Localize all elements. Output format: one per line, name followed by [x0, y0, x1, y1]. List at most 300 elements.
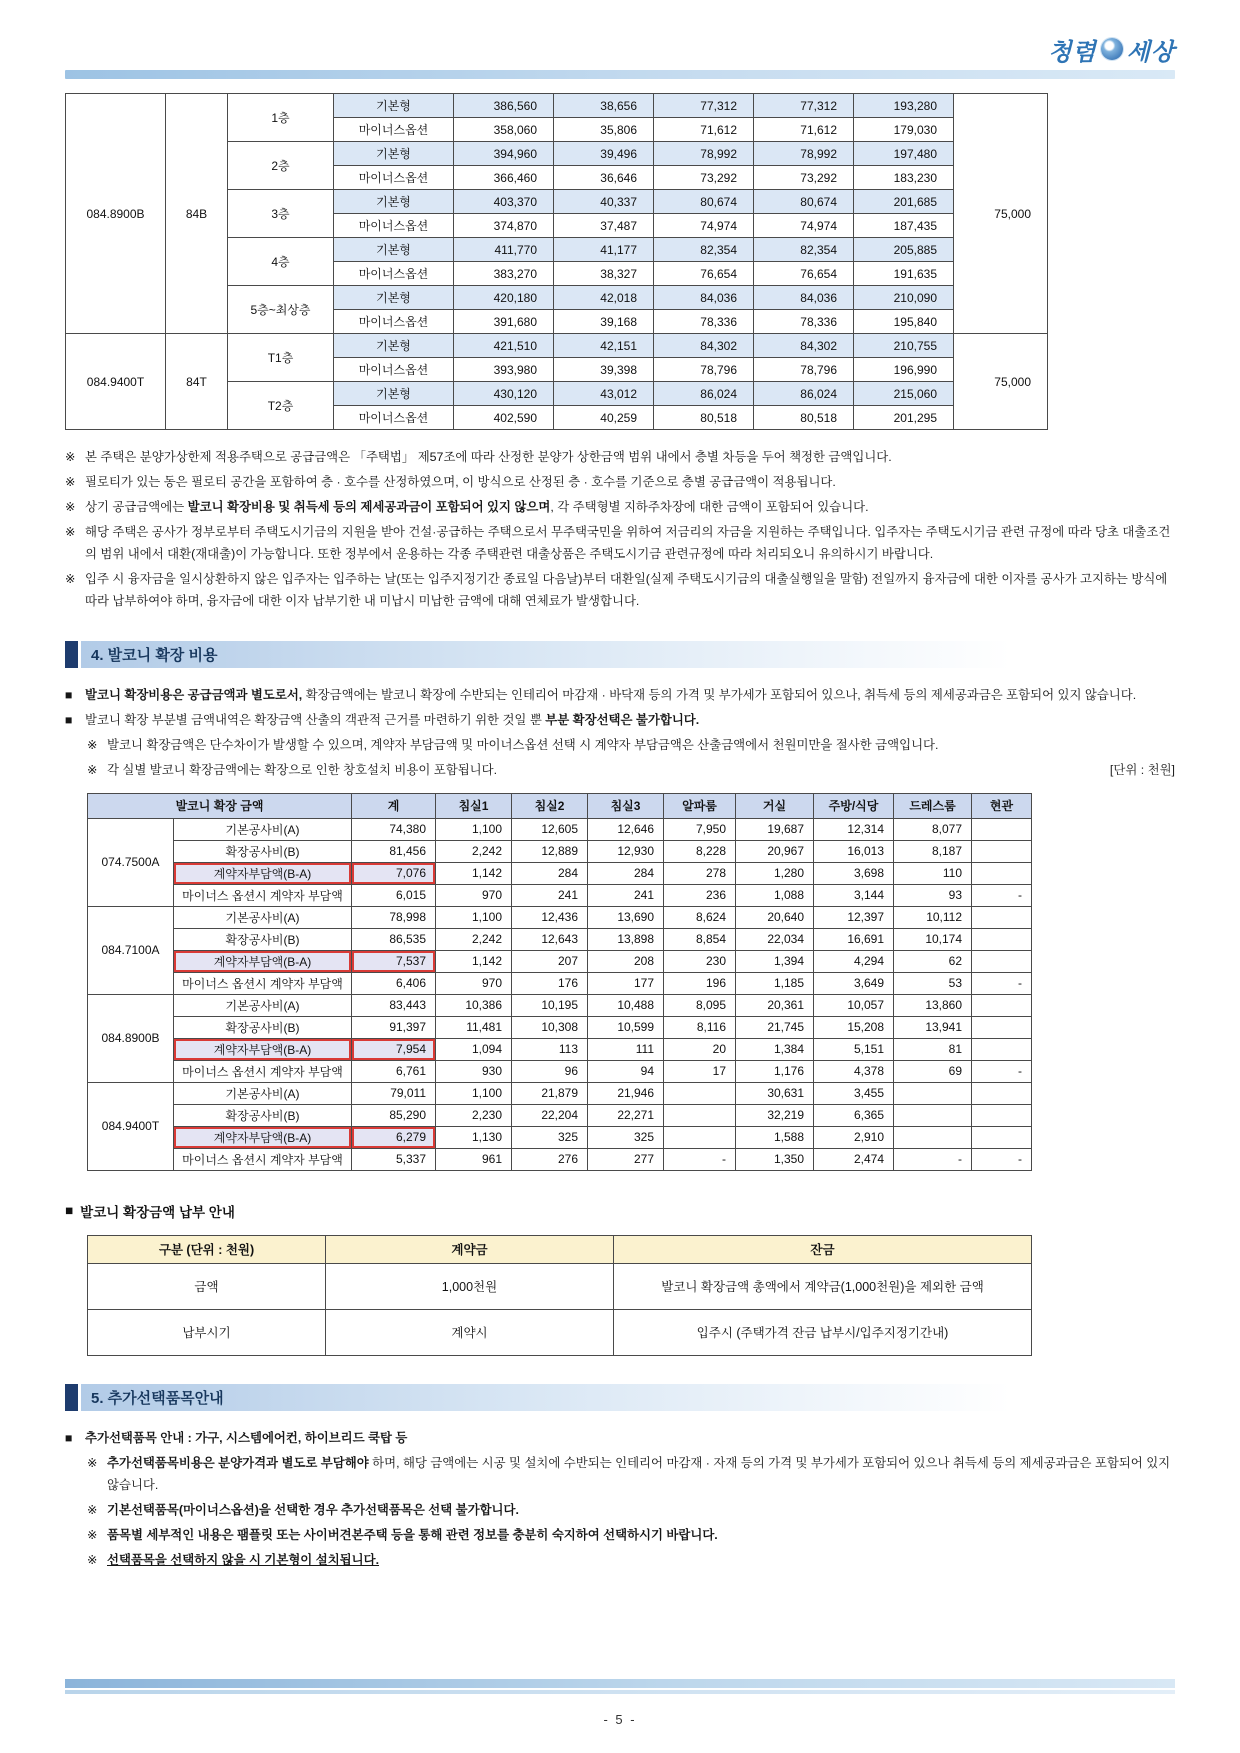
- note-marker-icon: ※: [87, 1553, 98, 1568]
- balcony-header: 침실1: [436, 793, 512, 818]
- balcony-value: 16,691: [814, 928, 894, 950]
- balcony-row-label: 마이너스 옵션시 계약자 부담액: [174, 972, 352, 994]
- note-segment: 입주 시 융자금을 일시상환하지 않은 입주자는 입주하는 날(또는 입주지정기간 종료일 다음날)부터 대환일(실제 주택도시기금의 대출실행일을 말함) 전일까지 융자금에 대한 이자를 공사가 고지하는 방식에 따라 납부하여야 하며, 융자금에 대한 이자 납부기한 내 미납시 미납한 금액에 대해 연체료가 발생합니다.: [85, 572, 1168, 609]
- price-value: 84,036: [754, 286, 854, 310]
- balcony-value: 1,588: [736, 1126, 814, 1148]
- balcony-row: [88, 994, 1032, 1016]
- balcony-value: 5,337: [352, 1148, 436, 1170]
- note-marker-icon: ※: [87, 1455, 98, 1470]
- balcony-value: 6,406: [352, 972, 436, 994]
- price-value: 187,435: [854, 214, 954, 238]
- price-value: 201,295: [854, 406, 954, 430]
- note-line: [65, 446, 1175, 468]
- price-value: 210,755: [854, 334, 954, 358]
- price-value: 39,496: [554, 142, 654, 166]
- balcony-value: 10,057: [814, 994, 894, 1016]
- floor-label: 2층: [228, 142, 334, 190]
- balcony-value: [664, 1082, 736, 1104]
- balcony-row-label: 계약자부담액(B-A): [174, 1038, 352, 1060]
- option-label: 마이너스옵션: [334, 262, 454, 286]
- section5-title-bar: [81, 1384, 1175, 1411]
- balcony-value: 4,294: [814, 950, 894, 972]
- balcony-value: 20,640: [736, 906, 814, 928]
- price-value: 38,656: [554, 94, 654, 118]
- note-text: [85, 496, 1175, 518]
- balcony-value: 79,011: [352, 1082, 436, 1104]
- balcony-value: 8,624: [664, 906, 736, 928]
- price-value: 39,168: [554, 310, 654, 334]
- price-value: 71,612: [654, 118, 754, 142]
- optional-items-notes: [65, 1427, 1175, 1571]
- note-text: [107, 1499, 1175, 1521]
- option-label: 기본형: [334, 190, 454, 214]
- brand-logo: [1048, 32, 1175, 67]
- balcony-value: 3,649: [814, 972, 894, 994]
- balcony-row-label: 확장공사비(B): [174, 1104, 352, 1126]
- balcony-row: [88, 928, 1032, 950]
- price-value: 386,560: [454, 94, 554, 118]
- balcony-header-main: 발코니 확장 금액: [88, 793, 352, 818]
- note-line: [87, 1549, 1175, 1571]
- balcony-value: 1,088: [736, 884, 814, 906]
- price-value: 366,460: [454, 166, 554, 190]
- note-segment: 본 주택은 분양가상한제 적용주택으로 공급금액은 「주택법」 제57조에 따라 산정한 분양가 상한금액 범위 내에서 층별 차등을 두어 책정한 금액입니다.: [85, 450, 892, 464]
- page-footer: [65, 1679, 1175, 1727]
- balcony-value: 930: [436, 1060, 512, 1082]
- price-value: 43,012: [554, 382, 654, 406]
- price-value: 183,230: [854, 166, 954, 190]
- price-value: 77,312: [654, 94, 754, 118]
- option-label: 마이너스옵션: [334, 118, 454, 142]
- balcony-value: 276: [512, 1148, 588, 1170]
- balcony-value: 325: [588, 1126, 664, 1148]
- price-value: 215,060: [854, 382, 954, 406]
- balcony-value: 21,879: [512, 1082, 588, 1104]
- balcony-value: 12,436: [512, 906, 588, 928]
- note-text: [85, 446, 1175, 468]
- price-value: 210,090: [854, 286, 954, 310]
- unit-type: 84B: [166, 94, 228, 334]
- balcony-row: [88, 818, 1032, 840]
- note-segment: 발코니 확장비용은 공급금액과 별도로서,: [85, 687, 303, 702]
- balcony-row-label: 계약자부담액(B-A): [174, 950, 352, 972]
- section4-title-bar: [81, 641, 1175, 668]
- balcony-value: 21,946: [588, 1082, 664, 1104]
- balcony-value: 196: [664, 972, 736, 994]
- price-value: 71,612: [754, 118, 854, 142]
- balcony-value: 177: [588, 972, 664, 994]
- unit-type-code: 084.9400T: [66, 334, 166, 430]
- balcony-value: 78,998: [352, 906, 436, 928]
- price-value: 78,992: [754, 142, 854, 166]
- balcony-value: 85,290: [352, 1104, 436, 1126]
- balcony-value: 11,481: [436, 1016, 512, 1038]
- price-value: 80,674: [654, 190, 754, 214]
- price-value: 78,336: [754, 310, 854, 334]
- balcony-value: 13,860: [894, 994, 972, 1016]
- balcony-value: 8,095: [664, 994, 736, 1016]
- price-value: 393,980: [454, 358, 554, 382]
- price-value: 38,327: [554, 262, 654, 286]
- price-value: 37,487: [554, 214, 654, 238]
- balcony-value: 6,365: [814, 1104, 894, 1126]
- price-value: 86,024: [654, 382, 754, 406]
- price-value: 35,806: [554, 118, 654, 142]
- balcony-value: 12,930: [588, 840, 664, 862]
- balcony-header: 침실2: [512, 793, 588, 818]
- floor-label: 1층: [228, 94, 334, 142]
- balcony-value: 8,077: [894, 818, 972, 840]
- note-segment: 추가선택품목 안내 : 가구, 시스템에어컨, 하이브리드 쿡탑 등: [85, 1430, 408, 1445]
- balcony-value: 2,242: [436, 840, 512, 862]
- unit-label: [단위 : 천원]: [1109, 762, 1175, 777]
- note-text: [85, 684, 1175, 706]
- logo-text-right: 세상: [1126, 39, 1175, 66]
- price-value: 394,960: [454, 142, 554, 166]
- price-value: 430,120: [454, 382, 554, 406]
- balcony-value: 91,397: [352, 1016, 436, 1038]
- note-text: [107, 1524, 1175, 1546]
- balcony-value: 1,094: [436, 1038, 512, 1060]
- balcony-value: 277: [588, 1148, 664, 1170]
- balcony-value: 284: [588, 862, 664, 884]
- balcony-value: 96: [512, 1060, 588, 1082]
- note-text: [85, 521, 1175, 565]
- price-value: 421,510: [454, 334, 554, 358]
- balcony-value: 5,151: [814, 1038, 894, 1060]
- balcony-value: 94: [588, 1060, 664, 1082]
- balcony-value: 3,455: [814, 1082, 894, 1104]
- balcony-row: [88, 1126, 1032, 1148]
- balcony-value: 10,174: [894, 928, 972, 950]
- balcony-value: 1,100: [436, 1082, 512, 1104]
- note-marker-icon: ※: [65, 525, 76, 540]
- balcony-row: [88, 906, 1032, 928]
- balcony-unit-code: 074.7500A: [88, 818, 174, 906]
- balcony-value: [972, 840, 1032, 862]
- price-value: 205,885: [854, 238, 954, 262]
- balcony-value: 83,443: [352, 994, 436, 1016]
- balcony-value: 176: [512, 972, 588, 994]
- balcony-value: 69: [894, 1060, 972, 1082]
- balcony-value: [972, 906, 1032, 928]
- note-text: [107, 759, 1096, 781]
- balcony-value: 241: [588, 884, 664, 906]
- payment-cell: 납부시기: [88, 1309, 326, 1355]
- balcony-value: [972, 994, 1032, 1016]
- balcony-value: -: [664, 1148, 736, 1170]
- balcony-value: 20,361: [736, 994, 814, 1016]
- balcony-value: 970: [436, 884, 512, 906]
- note-segment: 하며, 해당 금액에는 시공 및 설치에 수반되는 인테리어 마감재 · 자재 등의 가격 및 부가세가 포함되어 있으나 취득세 등의 제세공과금은 포함되어 있지 않습니다.: [107, 1455, 1171, 1493]
- price-value: 73,292: [654, 166, 754, 190]
- balcony-value: 10,195: [512, 994, 588, 1016]
- note-segment: 발코니 확장 부분별 금액내역은 확장금액 산출의 객관적 근거를 마련하기 위한 것일 뿐: [85, 712, 546, 727]
- balcony-value: 2,230: [436, 1104, 512, 1126]
- loan-amount: 75,000: [954, 94, 1048, 334]
- note-text: [85, 568, 1175, 612]
- balcony-value: 1,350: [736, 1148, 814, 1170]
- balcony-value: 19,687: [736, 818, 814, 840]
- balcony-value: 81,456: [352, 840, 436, 862]
- balcony-value: [972, 928, 1032, 950]
- balcony-header: 계: [352, 793, 436, 818]
- note-marker-icon: ※: [65, 475, 76, 490]
- option-label: 기본형: [334, 94, 454, 118]
- price-value: 42,151: [554, 334, 654, 358]
- balcony-value: 20,967: [736, 840, 814, 862]
- floor-label: T1층: [228, 334, 334, 382]
- note-segment: 발코니 확장금액은 단수차이가 발생할 수 있으며, 계약자 부담금액 및 마이너스옵션 선택 시 계약자 부담금액은 산출금액에서 천원미만을 절사한 금액입니다.: [107, 737, 939, 752]
- price-value: 403,370: [454, 190, 554, 214]
- balcony-value: 22,271: [588, 1104, 664, 1126]
- balcony-header-row: [88, 793, 1032, 818]
- price-value: 74,974: [654, 214, 754, 238]
- section4-title: 4. 발코니 확장 비용: [91, 646, 218, 664]
- note-text: [85, 471, 1175, 493]
- balcony-header: 알파룸: [664, 793, 736, 818]
- balcony-header: 거실: [736, 793, 814, 818]
- balcony-unit-code: 084.8900B: [88, 994, 174, 1082]
- price-value: 73,292: [754, 166, 854, 190]
- balcony-row: [88, 1060, 1032, 1082]
- balcony-value: 2,242: [436, 928, 512, 950]
- note-segment: 발코니 확장비용 및 취득세 등의 제세공과금이 포함되어 있지 않으며: [187, 500, 551, 515]
- note-segment: 필로티가 있는 동은 필로티 공간을 포함하여 층 · 호수를 산정하였으며, 이 방식으로 산정된 층 · 호수를 기준으로 층별 공급금액이 적용됩니다.: [85, 475, 836, 490]
- balcony-value: [664, 1104, 736, 1126]
- price-value: 196,990: [854, 358, 954, 382]
- note-line: [87, 734, 1175, 756]
- balcony-value: 74,380: [352, 818, 436, 840]
- page-header: [65, 0, 1175, 64]
- balcony-value: 1,142: [436, 950, 512, 972]
- note-segment: , 각 주택형별 지하주차장에 대한 금액이 포함되어 있습니다.: [550, 500, 869, 515]
- footer-bar-bottom: [65, 1690, 1175, 1694]
- price-value: 74,974: [754, 214, 854, 238]
- balcony-row-label: 기본공사비(A): [174, 994, 352, 1016]
- balcony-row-label: 마이너스 옵션시 계약자 부담액: [174, 1060, 352, 1082]
- balcony-value: 236: [664, 884, 736, 906]
- balcony-row: [88, 884, 1032, 906]
- balcony-value: -: [972, 972, 1032, 994]
- logo-sun-icon: [1101, 38, 1123, 60]
- balcony-row-label: 확장공사비(B): [174, 928, 352, 950]
- section-marker-icon: [65, 641, 78, 668]
- payment-cell: 1,000천원: [326, 1263, 614, 1309]
- balcony-value: [972, 1104, 1032, 1126]
- balcony-row: [88, 1038, 1032, 1060]
- balcony-value: 230: [664, 950, 736, 972]
- note-marker-icon: ■: [65, 687, 73, 702]
- note-segment: 추가선택품목비용은 분양가격과 별도로 부담해야: [107, 1455, 369, 1470]
- balcony-value: 970: [436, 972, 512, 994]
- balcony-row: [88, 1082, 1032, 1104]
- note-marker-icon: ■: [65, 712, 73, 727]
- balcony-value: 1,100: [436, 906, 512, 928]
- balcony-value: -: [972, 1060, 1032, 1082]
- balcony-value: 15,208: [814, 1016, 894, 1038]
- balcony-value: 16,013: [814, 840, 894, 862]
- balcony-value: 86,535: [352, 928, 436, 950]
- floor-label: 3층: [228, 190, 334, 238]
- page-number: - 5 -: [603, 1712, 637, 1727]
- price-value: 402,590: [454, 406, 554, 430]
- balcony-value: 1,142: [436, 862, 512, 884]
- balcony-header: 드레스룸: [894, 793, 972, 818]
- balcony-row-label: 계약자부담액(B-A): [174, 862, 352, 884]
- price-value: 36,646: [554, 166, 654, 190]
- balcony-value: 10,112: [894, 906, 972, 928]
- balcony-value: 3,144: [814, 884, 894, 906]
- price-value: 78,992: [654, 142, 754, 166]
- balcony-row: [88, 862, 1032, 884]
- payment-row: [88, 1309, 1032, 1355]
- price-value: 191,635: [854, 262, 954, 286]
- balcony-value: 8,228: [664, 840, 736, 862]
- unit-type-code: 084.8900B: [66, 94, 166, 334]
- note-line: [87, 759, 1175, 781]
- balcony-value: 208: [588, 950, 664, 972]
- price-value: 193,280: [854, 94, 954, 118]
- price-value: 42,018: [554, 286, 654, 310]
- balcony-row-label: 기본공사비(A): [174, 1082, 352, 1104]
- balcony-value: 62: [894, 950, 972, 972]
- balcony-value: 81: [894, 1038, 972, 1060]
- payment-header: 잔금: [614, 1235, 1032, 1263]
- note-marker-icon: ※: [65, 450, 76, 464]
- balcony-value: 13,941: [894, 1016, 972, 1038]
- balcony-value: 8,187: [894, 840, 972, 862]
- payment-header: 계약금: [326, 1235, 614, 1263]
- price-value: 420,180: [454, 286, 554, 310]
- option-label: 기본형: [334, 382, 454, 406]
- floor-label: 5층~최상층: [228, 286, 334, 334]
- note-segment: 선택품목을 선택하지 않을 시 기본형이 설치됩니다.: [107, 1553, 380, 1568]
- balcony-value: 12,314: [814, 818, 894, 840]
- price-value: 80,518: [654, 406, 754, 430]
- balcony-value: 13,898: [588, 928, 664, 950]
- note-line: [87, 1452, 1175, 1496]
- balcony-value: 4,378: [814, 1060, 894, 1082]
- option-label: 기본형: [334, 334, 454, 358]
- note-marker-icon: ※: [87, 762, 98, 777]
- balcony-value: 1,280: [736, 862, 814, 884]
- payment-cell: 발코니 확장금액 총액에서 계약금(1,000천원)을 제외한 금액: [614, 1263, 1032, 1309]
- price-row: [66, 94, 1048, 118]
- note-segment: 부분 확장선택은 불가합니다.: [545, 712, 700, 727]
- payment-section-heading: [65, 1201, 1175, 1221]
- note-segment: 상기 공급금액에는: [85, 500, 188, 515]
- price-value: 391,680: [454, 310, 554, 334]
- price-value: 80,518: [754, 406, 854, 430]
- balcony-value: [972, 1038, 1032, 1060]
- price-value: 78,796: [654, 358, 754, 382]
- price-value: 179,030: [854, 118, 954, 142]
- unit-type: 84T: [166, 334, 228, 430]
- balcony-row-label: 마이너스 옵션시 계약자 부담액: [174, 884, 352, 906]
- price-value: 84,302: [654, 334, 754, 358]
- section5-header: [65, 1384, 1175, 1411]
- price-value: 78,796: [754, 358, 854, 382]
- price-value: 76,654: [754, 262, 854, 286]
- balcony-value: 93: [894, 884, 972, 906]
- balcony-unit-code: 084.9400T: [88, 1082, 174, 1170]
- balcony-value: 8,116: [664, 1016, 736, 1038]
- logo-text-left: 청렴: [1048, 39, 1097, 66]
- note-line: [65, 471, 1175, 493]
- balcony-value: 111: [588, 1038, 664, 1060]
- note-text: [85, 1427, 1175, 1449]
- balcony-value: 30,631: [736, 1082, 814, 1104]
- balcony-row-label: 기본공사비(A): [174, 906, 352, 928]
- balcony-value: 2,910: [814, 1126, 894, 1148]
- balcony-value: [894, 1082, 972, 1104]
- balcony-value: [894, 1126, 972, 1148]
- balcony-value: 13,690: [588, 906, 664, 928]
- note-line: [65, 496, 1175, 518]
- section5-title: 5. 추가선택품목안내: [91, 1389, 224, 1407]
- option-label: 마이너스옵션: [334, 358, 454, 382]
- price-value: 411,770: [454, 238, 554, 262]
- note-segment: 기본선택품목(마이너스옵션)을 선택한 경우 추가선택품목은 선택 불가합니다.: [107, 1503, 519, 1518]
- section-marker-icon: [65, 1384, 78, 1411]
- balcony-value: -: [972, 884, 1032, 906]
- price-value: 80,674: [754, 190, 854, 214]
- balcony-value: [972, 1126, 1032, 1148]
- note-marker-icon: ※: [87, 1503, 98, 1518]
- note-line: [65, 1427, 1175, 1449]
- balcony-header: 현관: [972, 793, 1032, 818]
- price-value: 358,060: [454, 118, 554, 142]
- balcony-header: 주방/식당: [814, 793, 894, 818]
- price-value: 86,024: [754, 382, 854, 406]
- balcony-value: 207: [512, 950, 588, 972]
- balcony-value: [894, 1104, 972, 1126]
- option-label: 마이너스옵션: [334, 406, 454, 430]
- balcony-value: 10,488: [588, 994, 664, 1016]
- price-value: 40,259: [554, 406, 654, 430]
- balcony-value: 284: [512, 862, 588, 884]
- balcony-value: 12,397: [814, 906, 894, 928]
- balcony-value: 6,279: [352, 1126, 436, 1148]
- option-label: 기본형: [334, 286, 454, 310]
- balcony-value: -: [972, 1148, 1032, 1170]
- balcony-row: [88, 840, 1032, 862]
- balcony-value: 12,646: [588, 818, 664, 840]
- balcony-value: [972, 818, 1032, 840]
- price-value: 201,685: [854, 190, 954, 214]
- price-value: 40,337: [554, 190, 654, 214]
- price-row: [66, 334, 1048, 358]
- balcony-value: 17: [664, 1060, 736, 1082]
- balcony-value: 7,950: [664, 818, 736, 840]
- note-marker-icon: ※: [65, 572, 76, 587]
- section4-header: [65, 641, 1175, 668]
- balcony-value: 1,176: [736, 1060, 814, 1082]
- note-text: [107, 1452, 1175, 1496]
- balcony-value: [664, 1126, 736, 1148]
- balcony-value: 325: [512, 1126, 588, 1148]
- note-marker-icon: ※: [87, 737, 98, 752]
- price-value: 76,654: [654, 262, 754, 286]
- balcony-row: [88, 1104, 1032, 1126]
- balcony-value: 7,537: [352, 950, 436, 972]
- balcony-value: 21,745: [736, 1016, 814, 1038]
- supply-price-table: [65, 93, 1048, 430]
- note-segment: 확장금액에는 발코니 확장에 수반되는 인테리어 마감재 · 바닥재 등의 가격 및 부가세가 포함되어 있으나, 취득세 등의 제세공과금은 포함되어 있지 않습니다.: [302, 687, 1137, 702]
- option-label: 마이너스옵션: [334, 166, 454, 190]
- balcony-value: 20: [664, 1038, 736, 1060]
